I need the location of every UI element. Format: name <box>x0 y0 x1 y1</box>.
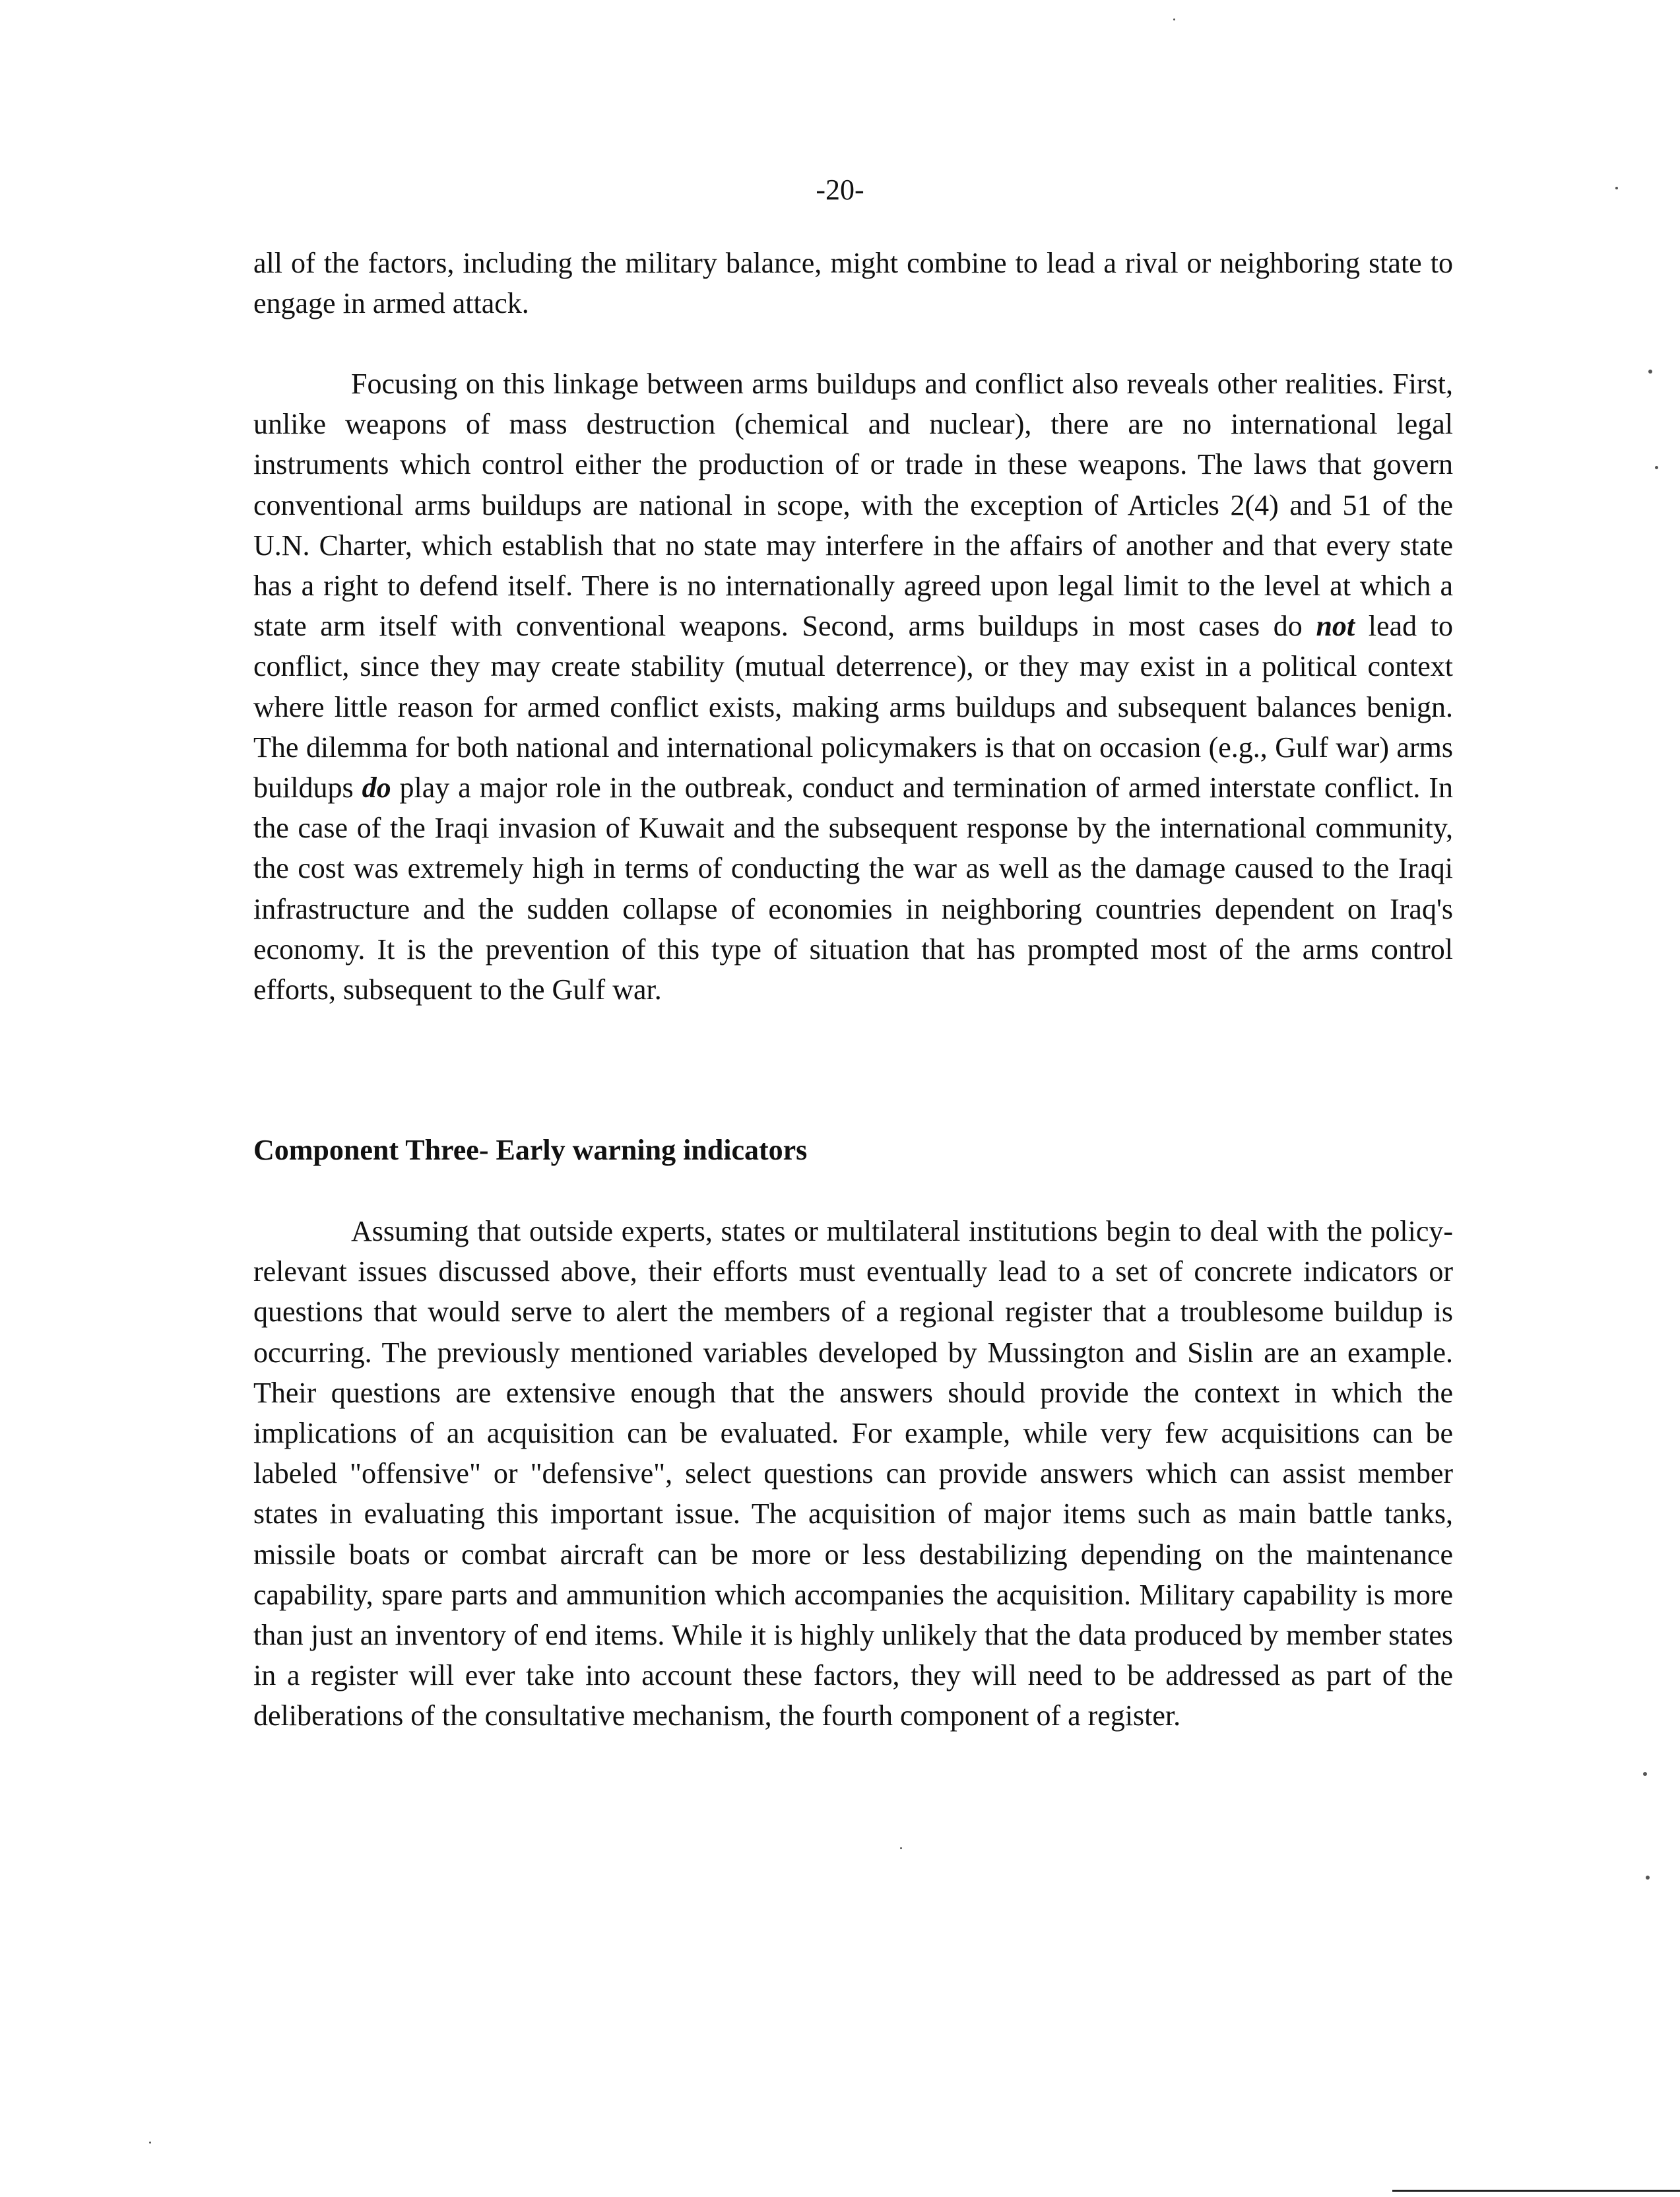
page-number: -20- <box>816 174 864 206</box>
paragraph-early-warning: Assuming that outside experts, states or multilateral institutions begin to deal with the policy-relevant issues discussed above, their efforts must eventually lead to a set of concrete indicators or questions that would serve to alert the members of a regional register that a troublesome buildup is occurring. The previously mentioned variables developed by Mussington and Sislin are an example. Their questions are extensive enough that the answers should provide the context in which the implications of an acquisition can be evaluated. For example, while very few acquisitions can be labeled "offensive" or "defensive", select questions can provide answers which can assist member states in evaluating this important issue. The acquisition of major items such as main battle tanks, missile boats or combat aircraft can be more or less destabilizing depending on the maintenance capability, spare parts and ammunition which accompanies the acquisition. Military capability is more than just an inventory of end items. While it is highly unlikely that the data produced by member states in a register will ever take into account these factors, they will need to be addressed as part of the deliberations of the consultative mechanism, the fourth component of a register. <box>253 1215 1453 1732</box>
scan-speck <box>1615 187 1618 189</box>
scan-speck <box>900 1847 902 1849</box>
paragraph-linkage-text-b: lead to conflict, since they may create stability (mutual deterrence), or they may exist in a political context where little reason for armed conflict exists, making arms buildups and subsequent balances benign. The dilemma for both national and international policymakers is that on occasion (e.g., Gulf war) arms buildups <box>253 610 1453 804</box>
scan-speck <box>1173 18 1175 20</box>
paragraph-linkage-text-a: Focusing on this linkage between arms buildups and conflict also reveals other realities. First, unlike weapons of mass destruction (chemical and nuclear), there are no international legal instruments which control either the production of or trade in these weapons. The laws that govern conventional arms buildups are national in scope, with the exception of Articles 2(4) and 51 of the U.N. Charter, which establish that no state may interfere in the affairs of another and that every state has a right to defend itself. There is no internationally agreed upon legal limit to the level at which a state arm itself with conventional weapons. Second, arms buildups in most cases do <box>253 368 1453 643</box>
bottom-edge-rule <box>1392 2190 1680 2192</box>
scan-speck <box>1655 466 1658 469</box>
section-heading: Component Three- Early warning indicators <box>253 1134 808 1166</box>
scan-speck <box>149 2142 151 2144</box>
scan-speck <box>1646 1876 1650 1880</box>
scan-speck <box>1648 370 1652 374</box>
paragraph-continuation: all of the factors, including the military balance, might combine to lead a rival or neighboring state to engage in armed attack. <box>253 247 1453 320</box>
paragraph-linkage <box>253 364 1453 1010</box>
scan-speck <box>1643 1772 1647 1776</box>
emphasis-not: not <box>1316 610 1355 643</box>
paragraph-linkage-text-c: play a major role in the outbreak, conduct and termination of armed interstate conflict. In the case of the Iraqi invasion of Kuwait and the subsequent response by the international community, the cost was extremely high in terms of conducting the war as well as the damage caused to the Iraqi infrastructure and the sudden collapse of economies in neighboring countries dependent on Iraq's economy. It is the prevention of this type of situation that has prompted most of the arms control efforts, subsequent to the Gulf war. <box>253 771 1453 1006</box>
emphasis-do: do <box>362 771 391 804</box>
